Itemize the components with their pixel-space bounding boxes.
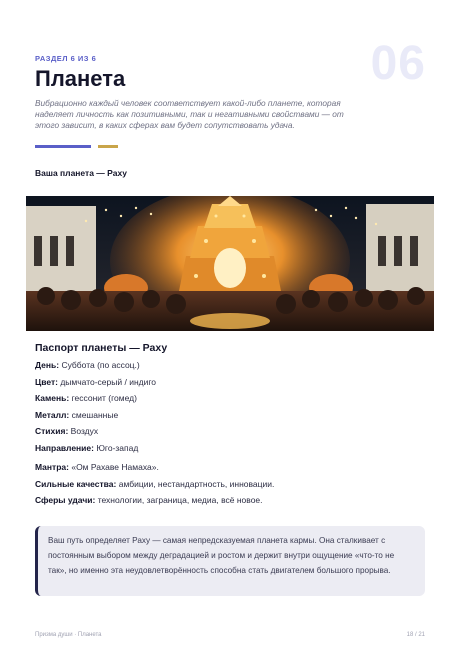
section-number: 06 [370, 37, 426, 90]
fact-element: Стихия: Воздух [35, 426, 99, 436]
fact-day: День: Суббота (по ассоц.) [35, 360, 140, 370]
temple-festival-photo [26, 196, 434, 331]
passport-extra [35, 459, 425, 509]
lead-text: Вибрационно каждый человек соответствует какой-либо планете, которая наделяет личность как позитивными, так и негативными свойствами — от этого зависит, в каких сферах вам будет сопутствовать удача. [35, 98, 344, 130]
page-title: Планета [35, 66, 126, 91]
fact-metal: Металл: смешанные [35, 409, 119, 420]
passport-facts [35, 357, 425, 456]
accent-bar-gold [98, 145, 118, 148]
planet-line: Ваша планета — Раху [35, 168, 128, 178]
quote-box [35, 526, 425, 596]
page-number: 18 / 21 [406, 632, 425, 638]
fact-stone: Камень: гессонит (гомед) [35, 393, 137, 403]
quote-text: Ваш путь определяет Раху — самая непредсказуемая планета кармы. Она сталкивает с постоянным выбором между деградацией и ростом и держит внутри ощущение «что-то не так», но именно эта неудовлетворённость способна стать двигателем большого прорыва. [48, 536, 395, 575]
fact-mantra: Мантра: «Ом Рахаве Намаха». [35, 462, 159, 472]
accent-bar-primary [35, 145, 91, 148]
footer-title: Призма души · Планета [35, 632, 102, 638]
fact-color: Цвет: дымчато-серый / индиго [35, 376, 156, 387]
section-label: РАЗДЕЛ 6 ИЗ 6 [35, 54, 97, 63]
passport-title: Паспорт планеты — Раху [35, 342, 168, 354]
fact-strengths: Сильные качества: амбиции, нестандартность, инновации. [35, 478, 275, 489]
fact-direction: Направление: Юго-запад [35, 442, 139, 453]
fact-luck-areas: Сферы удачи: технологии, заграница, медиа, всё новое. [35, 495, 263, 505]
